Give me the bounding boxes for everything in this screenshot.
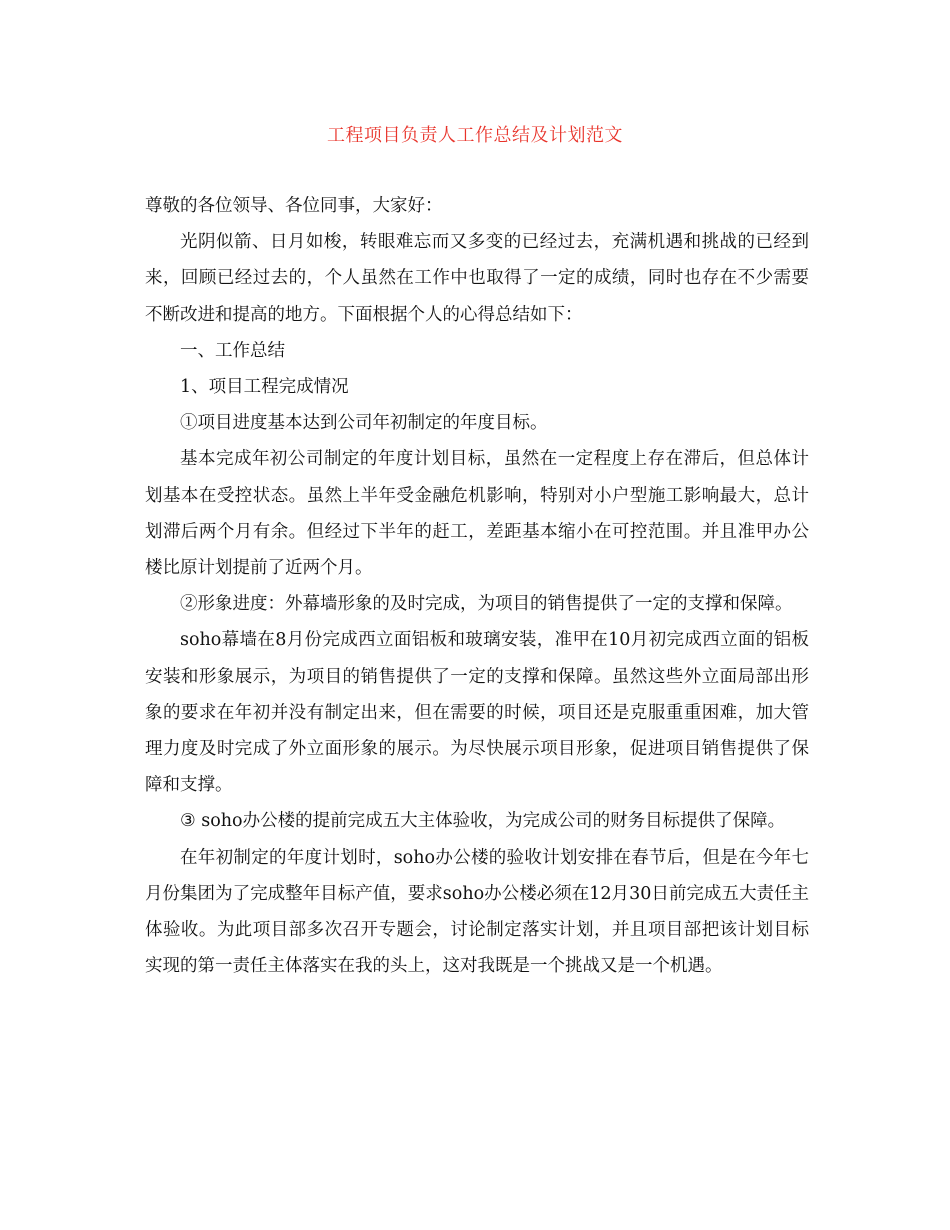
- section-heading-work-summary: 一、工作总结: [180, 340, 285, 361]
- paragraph-greeting: 尊敬的各位领导、各位同事，大家好：: [145, 196, 443, 216]
- document-title: 工程项目负责人工作总结及计划范文: [327, 125, 623, 146]
- document-body: [145, 188, 809, 984]
- paragraph-intro: 光阴似箭、日月如梭，转眼难忘而又多变的已经过去，充满机遇和挑战的已经到来，回顾已经过去的，个人虽然在工作中也取得了一定的成绩，同时也存在不少需要不断改进和提高的地方。下面根据个人的心得总结如下：: [145, 232, 809, 325]
- subsection-heading-project-completion: 1、项目工程完成情况: [180, 377, 349, 398]
- point-heading-soho-acceptance: ③ soho办公楼的提前完成五大主体验收，为完成公司的财务目标提供了保障。: [180, 811, 786, 832]
- point-heading-image-progress: ②形象进度：外幕墙形象的及时完成，为项目的销售提供了一定的支撑和保障。: [180, 594, 793, 615]
- paragraph-image-progress-detail: soho幕墙在8月份完成西立面铝板和玻璃安装，准甲在10月初完成西立面的铝板安装和形象展示，为项目的销售提供了一定的支撑和保障。虽然这些外立面局部出形象的要求在年初并没有制定出来，但在需要的时候，项目还是克服重重困难，加大管理力度及时完成了外立面形象的展示。为尽快展示项目形象，促进项目销售提供了保障和支撑。: [145, 630, 809, 796]
- paragraph-progress-detail: 基本完成年初公司制定的年度计划目标，虽然在一定程度上存在滞后，但总体计划基本在受控状态。虽然上半年受金融危机影响，特别对小户型施工影响最大，总计划滞后两个月有余。但经过下半年的赶工，差距基本缩小在可控范围。并且准甲办公楼比原计划提前了近两个月。: [145, 449, 809, 579]
- paragraph-soho-acceptance-detail: 在年初制定的年度计划时，soho办公楼的验收计划安排在春节后，但是在今年七月份集团为了完成整年目标产值，要求soho办公楼必须在12月30日前完成五大责任主体验收。为此项目部多次召开专题会，讨论制定落实计划，并且项目部把该计划目标实现的第一责任主体落实在我的头上，这对我既是一个挑战又是一个机遇。: [145, 847, 809, 977]
- point-heading-progress: ①项目进度基本达到公司年初制定的年度目标。: [180, 413, 548, 434]
